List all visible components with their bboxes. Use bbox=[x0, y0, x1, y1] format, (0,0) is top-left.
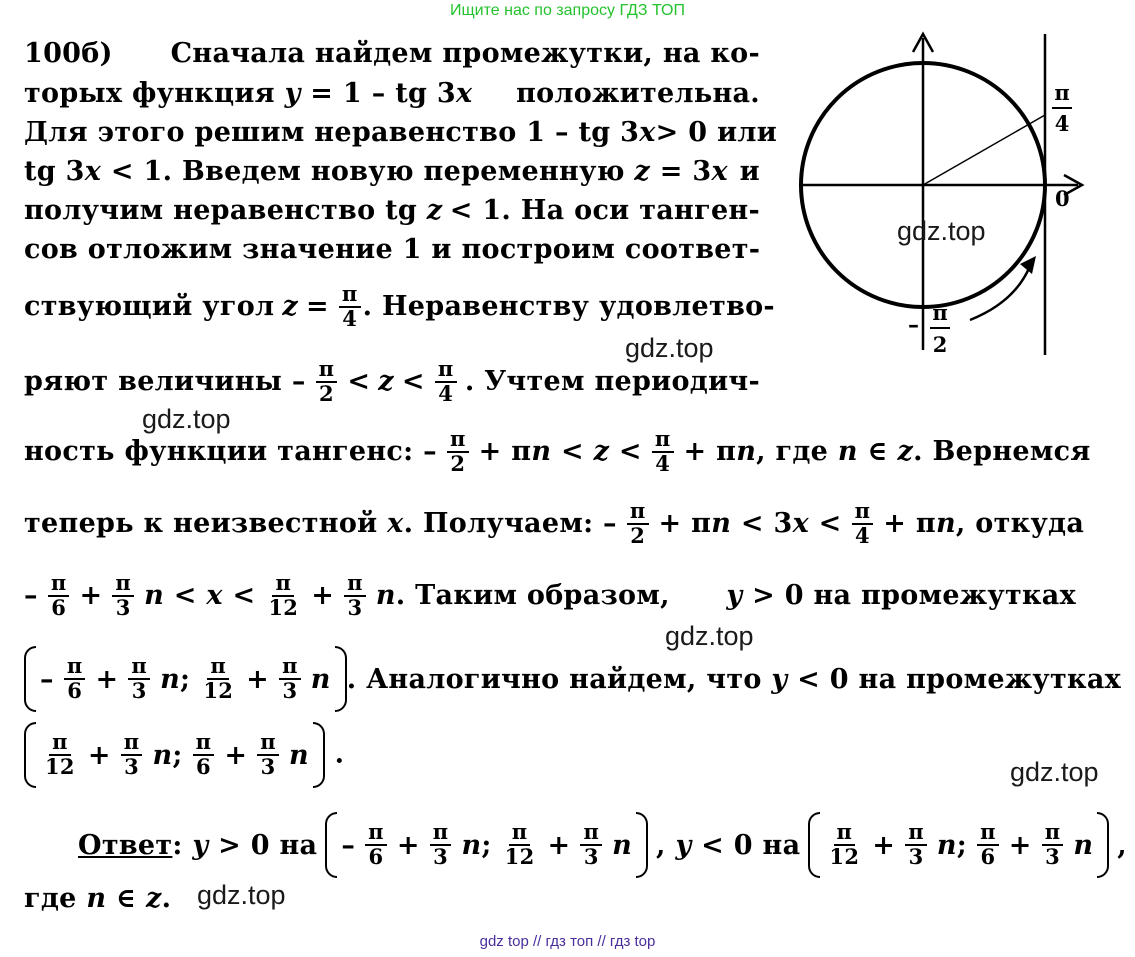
text-line: $\frac{\pi}{12}$ + $\frac{\pi}{3}$ n; $\frac{\pi}{6}$ + $\frac{\pi}{3}$ n . bbox=[24, 722, 344, 788]
text-line: получим неравенство tg z < 1. На оси танген- bbox=[24, 195, 760, 226]
fraction: $\frac{\pi}{3}$ bbox=[344, 572, 366, 619]
text-line: tg 3x < 1. Введем новую переменную z = 3x и bbox=[24, 156, 760, 187]
fraction: $\frac{\pi}{2}$ bbox=[627, 500, 649, 547]
label-pi4-num: π bbox=[1054, 80, 1070, 105]
angle-ray bbox=[923, 115, 1045, 185]
fraction: $\frac{\pi}{4}$ bbox=[852, 500, 874, 547]
text-segment: сов отложим значение 1 и построим соответ- bbox=[24, 234, 761, 265]
label-neg-minus: – bbox=[908, 312, 919, 338]
unit-circle-diagram bbox=[770, 20, 1090, 360]
site-watermark: gdz.top bbox=[142, 404, 231, 434]
answer-label: Ответ bbox=[78, 829, 173, 861]
site-watermark: gdz.top bbox=[197, 880, 286, 910]
label-zero: 0 bbox=[1055, 186, 1070, 211]
answer-interval-positive: – $\frac{\pi}{6}$ + $\frac{\pi}{3}$ n; $\frac{\pi}{12}$ + $\frac{\pi}{3}$ n bbox=[325, 812, 648, 878]
header-watermark: Ищите нас по запросу ГДЗ ТОП bbox=[450, 2, 685, 19]
fraction: $\frac{\pi}{6}$ bbox=[48, 572, 70, 619]
text-segment: Сначала найдем промежутки, на ко- bbox=[170, 38, 760, 69]
text-line: – $\frac{\pi}{6}$ + $\frac{\pi}{3}$ n < x < $\frac{\pi}{12}$ + $\frac{\pi}{3}$ n. Таким образом, y > 0 на промежутках bbox=[24, 570, 1076, 620]
fraction: $\frac{\pi}{2}$ bbox=[447, 428, 469, 475]
text-segment: положительна. bbox=[516, 78, 760, 109]
label-neg-den: 2 bbox=[932, 332, 948, 357]
text-line: теперь к неизвестной x. Получаем: – $\frac{\pi}{2}$ + πn < 3x < $\frac{\pi}{4}$ + πn , откуда bbox=[24, 498, 1085, 548]
fraction: $\frac{\pi}{4}$ bbox=[435, 358, 457, 405]
fraction: $\frac{\pi}{4}$ bbox=[652, 428, 674, 475]
text-segment: . Учтем периодич- bbox=[464, 366, 760, 398]
problem-number: 100б) bbox=[24, 38, 113, 69]
interval-positive: – $\frac{\pi}{6}$ + $\frac{\pi}{3}$ n; $\frac{\pi}{12}$ + $\frac{\pi}{3}$ n bbox=[24, 646, 347, 712]
text-segment: и bbox=[739, 156, 760, 187]
answer-line: Ответ: y > 0 на – $\frac{\pi}{6}$ + $\frac{\pi}{3}$ n; $\frac{\pi}{12}$ + $\frac{\pi}{3}$ n , y < 0 на $\frac{\pi}{12}$ + $\frac{\pi}{3}$ n; $\frac{\pi}{6}$ + $\frac{\pi}{3}$ n , bbox=[78, 812, 1127, 878]
text-line: торых функция y = 1 – tg 3x положительна. bbox=[24, 78, 760, 109]
site-watermark: gdz.top bbox=[665, 621, 754, 651]
site-watermark: gdz.top bbox=[897, 216, 986, 246]
fraction: $\frac{\pi}{2}$ bbox=[316, 358, 338, 405]
fraction: $\frac{\pi}{12}$ bbox=[268, 570, 299, 620]
text-line: ряют величины – $\frac{\pi}{2}$ < z < $\frac{\pi}{4}$ . Учтем периодич- bbox=[24, 356, 760, 406]
text-segment: > 0 или bbox=[655, 117, 778, 148]
text-segment: . Вернемся bbox=[913, 436, 1091, 468]
text-line: Для этого решим неравенство 1 – tg 3x > 0 или bbox=[24, 117, 778, 148]
label-pi4-den: 4 bbox=[1054, 111, 1070, 136]
text-line bbox=[24, 38, 760, 69]
site-watermark: gdz.top bbox=[625, 333, 714, 363]
text-line: ствующий угол z = $\frac{\pi}{4}$ . Неравенству удовлетво- bbox=[24, 281, 775, 331]
interval-negative: $\frac{\pi}{12}$ + $\frac{\pi}{3}$ n; $\frac{\pi}{6}$ + $\frac{\pi}{3}$ n bbox=[24, 722, 325, 788]
text-segment: , откуда bbox=[955, 508, 1085, 540]
text-line: где n ∈ z. bbox=[24, 883, 172, 914]
text-segment: . Неравенству удовлетво- bbox=[362, 291, 775, 323]
fraction: $\frac{\pi}{3}$ bbox=[112, 572, 134, 619]
text-line: – $\frac{\pi}{6}$ + $\frac{\pi}{3}$ n; $\frac{\pi}{12}$ + $\frac{\pi}{3}$ n . Аналогично найдем, что y < 0 на промежутках bbox=[24, 646, 1076, 712]
label-neg-num: π bbox=[932, 300, 948, 325]
text-segment: < 1. На оси танген- bbox=[449, 195, 760, 226]
footer-watermark: gdz top // гдз топ // гдз top bbox=[479, 933, 656, 950]
text-line: ность функции тангенс: – $\frac{\pi}{2}$ + πn < z < $\frac{\pi}{4}$ + πn, где n ∈ z . Вернемся bbox=[24, 426, 1091, 476]
site-watermark: gdz.top bbox=[1010, 757, 1099, 787]
text-line bbox=[24, 234, 760, 265]
answer-interval-negative: $\frac{\pi}{12}$ + $\frac{\pi}{3}$ n; $\frac{\pi}{6}$ + $\frac{\pi}{3}$ n bbox=[808, 812, 1109, 878]
fraction: $\frac{\pi}{4}$ bbox=[339, 283, 361, 330]
